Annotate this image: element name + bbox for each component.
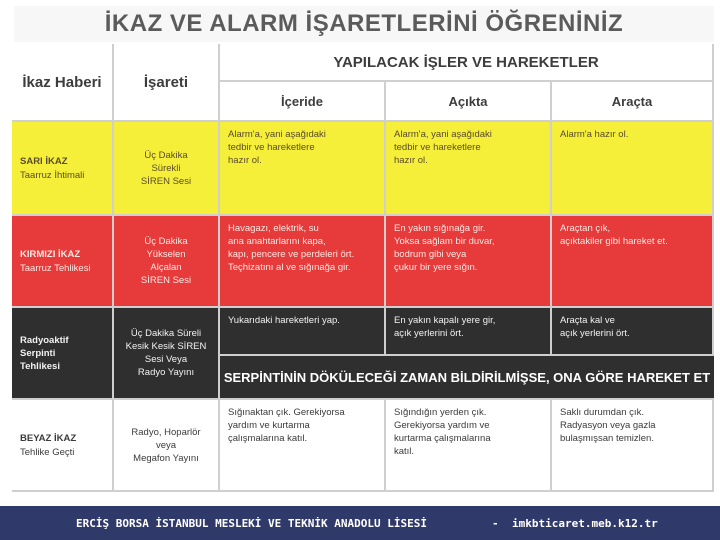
row-dark-outdoor: En yakın kapalı yere gir, açık yerlerini ört. <box>386 308 552 356</box>
header-signal: İşareti <box>114 44 220 122</box>
row-red-label <box>12 216 114 308</box>
row-red-outdoor: En yakın sığınağa gir. Yoksa sağlam bir duvar, bodrum gibi veya çukur bir yere sığın. <box>386 216 552 308</box>
row-white-sub: Tehlike Geçti <box>20 446 75 458</box>
row-dark-vehicle: Araçta kal ve açık yerlerini ört. <box>552 308 714 356</box>
footer-school: ERCİŞ BORSA İSTANBUL MESLEKİ VE TEKNİK ANADOLU LİSESİ <box>76 516 427 530</box>
page-title: İKAZ VE ALARM İŞARETLERİNİ ÖĞRENİNİZ <box>14 6 714 42</box>
header-indoor: İçeride <box>220 82 386 122</box>
header-outdoor: Açıkta <box>386 82 552 122</box>
row-red-name: KIRMIZI İKAZ <box>20 248 81 260</box>
row-dark-signal: Üç Dakika Süreli Kesik Kesik SİREN Sesi Veya Radyo Yayını <box>114 308 220 400</box>
row-yellow-name: SARI İKAZ <box>20 155 68 167</box>
row-yellow-label <box>12 122 114 216</box>
row-white-vehicle: Saklı durumdan çık. Radyasyon veya gazla bulaşmışsan temizlen. <box>552 400 714 492</box>
row-yellow-outdoor: Alarm'a, yani aşağıdaki tedbir ve hareketlere hazır ol. <box>386 122 552 216</box>
row-dark-indoor: Yukarıdaki hareketleri yap. <box>220 308 386 356</box>
row-white-indoor: Sığınaktan çık. Gerekiyorsa yardım ve kurtarma çalışmalarına katıl. <box>220 400 386 492</box>
row-white-label <box>12 400 114 492</box>
row-yellow-vehicle: Alarm'a hazır ol. <box>552 122 714 216</box>
row-red-signal: Üç Dakika Yükselen Alçalan SİREN Sesi <box>114 216 220 308</box>
row-white-outdoor: Sığındığın yerden çık. Gerekiyorsa yardım ve kurtarma çalışmalarına katıl. <box>386 400 552 492</box>
header-vehicle: Araçta <box>552 82 714 122</box>
footer-site: imkbticaret.meb.k12.tr <box>512 516 658 530</box>
row-yellow-indoor: Alarm'a, yani aşağıdaki tedbir ve hareketlere hazır ol. <box>220 122 386 216</box>
header-warning: İkaz Haberi <box>12 44 114 122</box>
row-yellow-signal: Üç Dakika Sürekli SİREN Sesi <box>114 122 220 216</box>
row-red-sub: Taarruz Tehlikesi <box>20 262 91 274</box>
footer-dash: - <box>492 516 499 530</box>
header-actions: YAPILACAK İŞLER VE HAREKETLER <box>220 44 714 82</box>
footer-bar <box>0 506 720 540</box>
row-red-indoor: Havagazı, elektrik, su ana anahtarlarını kapa, kapı, pencere ve perdeleri ört. Teçhizatını al ve sığınağa gir. <box>220 216 386 308</box>
row-dark-label: Radyoaktif Serpinti Tehlikesi <box>12 308 114 400</box>
row-yellow-sub: Taarruz İhtimali <box>20 169 85 181</box>
row-white-signal: Radyo, Hoparlör veya Megafon Yayını <box>114 400 220 492</box>
fallout-banner: SERPİNTİNİN DÖKÜLECEĞİ ZAMAN BİLDİRİLMİŞSE, ONA GÖRE HAREKET ET <box>220 356 714 400</box>
row-red-vehicle: Araçtan çık, açıktakiler gibi hareket et. <box>552 216 714 308</box>
row-white-name: BEYAZ İKAZ <box>20 432 77 444</box>
